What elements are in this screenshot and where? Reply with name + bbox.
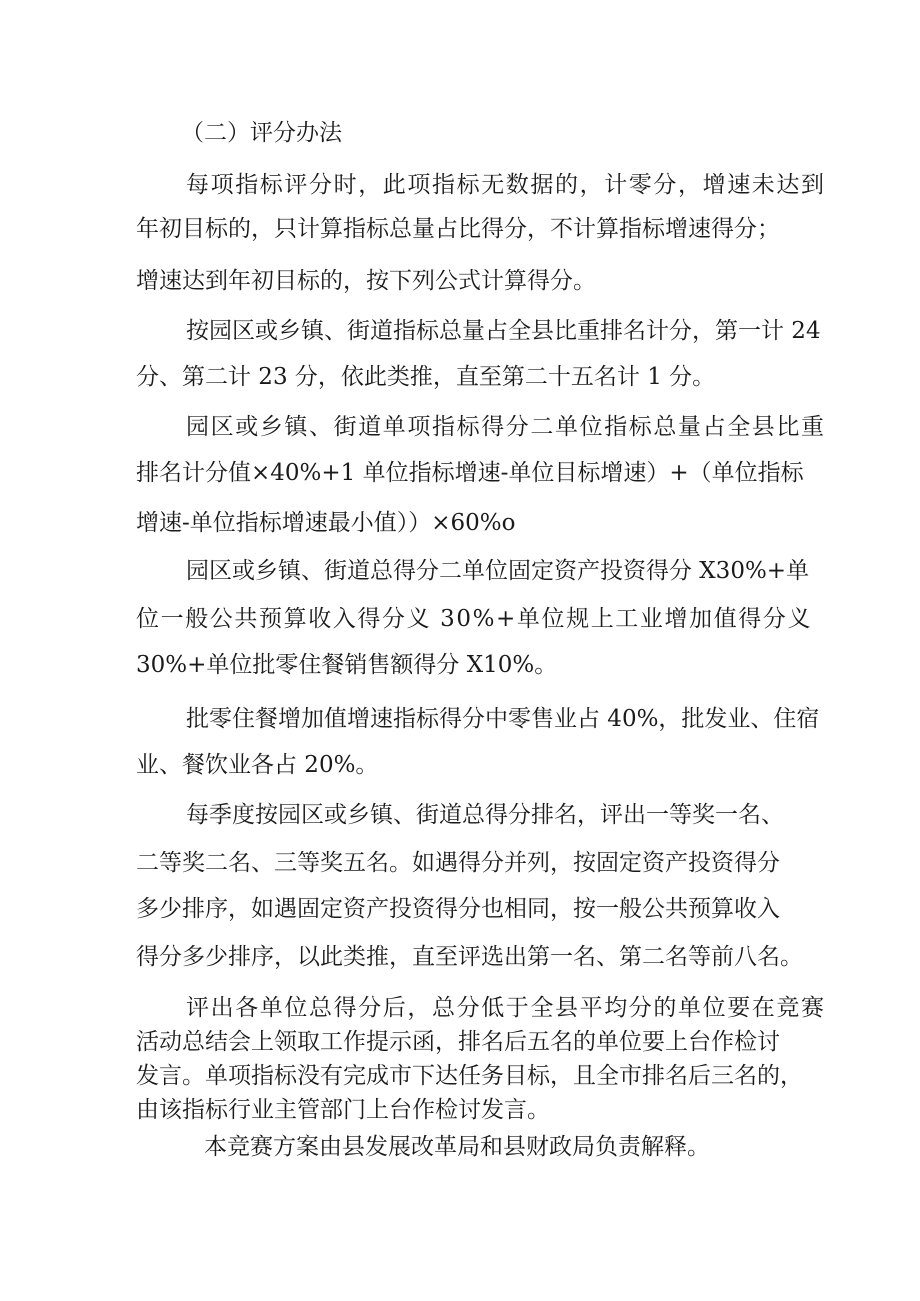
paragraph-line: 本竞赛方案由县发展改革局和县财政局负责解释。 <box>204 1134 710 1160</box>
paragraph-line: 排名计分值×40%+1 单位指标增速-单位目标增速）+（单位指标 <box>136 460 804 486</box>
paragraph-line: 30%+单位批零住餐销售额得分 X10%。 <box>136 652 558 678</box>
paragraph-line: 园区或乡镇、街道单项指标得分二单位指标总量占全县比重 <box>186 414 826 440</box>
paragraph-line: 增速-单位指标增速最小值））×60%o <box>136 510 516 536</box>
paragraph-line: 得分多少排序，以此类推，直至评选出第一名、第二名等前八名。 <box>136 944 803 970</box>
paragraph-line: 二等奖二名、三等奖五名。如遇得分并列，按固定资产投资得分 <box>136 850 780 876</box>
section-heading: （二）评分办法 <box>181 120 342 146</box>
paragraph-line: 每季度按园区或乡镇、街道总得分排名，评出一等奖一名、 <box>186 802 784 828</box>
paragraph-line: 按园区或乡镇、街道指标总量占全县比重排名计分，第一计 24 <box>186 318 821 344</box>
paragraph-line: 评出各单位总得分后，总分低于全县平均分的单位要在竞赛 <box>186 995 826 1021</box>
paragraph-line: 增速达到年初目标的，按下列公式计算得分。 <box>136 268 596 294</box>
paragraph-line: 分、第二计 23 分，依此类推，直至第二十五名计 1 分。 <box>136 364 716 390</box>
paragraph-line: 年初目标的，只计算指标总量占比得分，不计算指标增速得分； <box>136 216 780 242</box>
paragraph-line: 园区或乡镇、街道总得分二单位固定资产投资得分 X30%+单 <box>186 558 810 584</box>
paragraph-line: 多少排序，如遇固定资产投资得分也相同，按一般公共预算收入 <box>136 896 780 922</box>
paragraph-line: 由该指标行业主管部门上台作检讨发言。 <box>136 1097 550 1123</box>
paragraph-line: 位一般公共预算收入得分义 30%+单位规上工业增加值得分义 <box>136 606 813 632</box>
paragraph-line: 业、餐饮业各占 20%。 <box>136 752 379 778</box>
paragraph-line: 发言。单项指标没有完成市下达任务目标，且全市排名后三名的， <box>136 1063 803 1089</box>
paragraph-line: 每项指标评分时，此项指标无数据的，计零分，增速未达到 <box>186 172 826 198</box>
paragraph-line: 批零住餐增加值增速指标得分中零售业占 40%，批发业、住宿 <box>186 706 820 732</box>
paragraph-line: 活动总结会上领取工作提示函，排名后五名的单位要上台作检讨 <box>136 1029 780 1055</box>
